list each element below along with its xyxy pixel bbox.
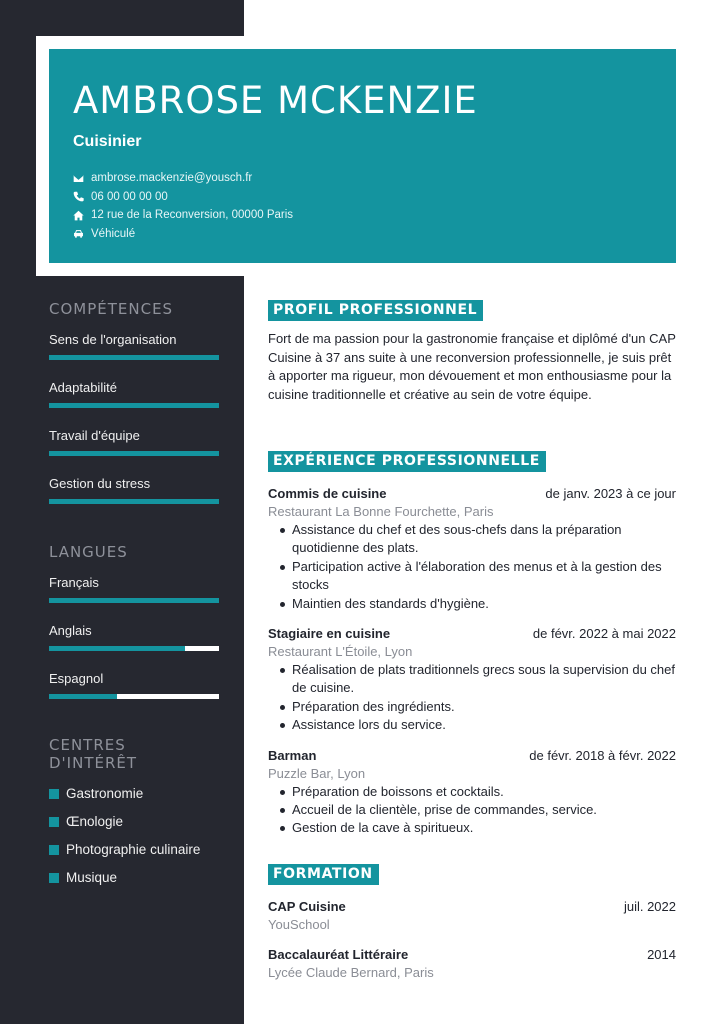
skill-bar-fill [49,403,219,408]
skill-item [49,332,219,360]
skill-item [49,476,219,504]
bullet-item: Gestion de la cave à spiritueux. [280,819,676,837]
contact-phone[interactable] [73,188,652,207]
experience-heading: EXPÉRIENCE PROFESSIONNELLE [268,451,546,472]
interest-label: Gastronomie [66,786,144,801]
bullet-item: Participation active à l'élaboration des menus et à la gestion des stocks [280,558,676,595]
entry-bullets [280,661,676,735]
entry-title: Stagiaire en cuisine [268,626,391,642]
entry-title: Commis de cuisine [268,486,387,501]
skills-heading: COMPÉTENCES [49,300,174,318]
interest-label: Œnologie [66,814,124,829]
phone-icon [73,191,84,202]
language-bar-fill [49,694,117,699]
contact-vehicle-text: Véhiculé [91,227,136,240]
skill-bar [49,499,219,504]
education-entry [268,898,676,934]
entry-bullets [280,783,676,838]
skill-bar [49,403,219,408]
contact-phone-text: 06 00 00 00 00 [91,190,168,203]
interest-item [49,786,219,801]
language-bar-fill [49,646,185,651]
skill-label: Travail d'équipe [49,428,140,443]
experience-entry [268,625,676,735]
entry-place: Puzzle Bar, Lyon [268,765,366,781]
skill-label: Sens de l'organisation [49,332,177,347]
car-icon [73,228,84,239]
interest-item [49,842,219,857]
contact-address [73,206,652,225]
skill-bar-fill [49,499,219,504]
skills-section [49,300,219,504]
skill-label: Gestion du stress [49,476,151,491]
language-bar [49,598,219,603]
languages-section [49,543,219,699]
skill-bar-fill [49,355,219,360]
education-entry [268,946,676,982]
entry-title: CAP Cuisine [268,899,346,914]
home-icon [73,210,84,221]
entry-place: Restaurant La Bonne Fourchette, Paris [268,504,494,519]
skill-item [49,380,219,408]
language-bar [49,694,219,699]
interests-section [49,736,219,885]
bullet-item: Assistance du chef et des sous-chefs dans la préparation quotidienne des plats. [280,521,676,558]
contact-email-text: ambrose.mackenzie@yousch.fr [91,172,253,185]
entry-title: Baccalauréat Littéraire [268,947,409,962]
education-section [268,864,676,982]
entry-title: Barman [268,747,317,763]
skill-bar [49,355,219,360]
entry-place: Restaurant L'Étoile, Lyon [268,644,413,660]
language-item [49,623,219,651]
skill-item [49,428,219,456]
candidate-name: AMBROSE MCKENZIE [73,79,478,122]
language-item [49,671,219,699]
entry-place: Lycée Claude Bernard, Paris [268,965,434,980]
language-bar [49,646,219,651]
bullet-item: Accueil de la clientèle, prise de commandes, service. [280,801,676,819]
skill-bar-fill [49,451,219,456]
interest-item [49,870,219,885]
profile-section [268,300,676,404]
experience-entry [268,485,676,613]
contact-vehicle [73,225,652,244]
entry-date: de janv. 2023 à ce jour [545,486,676,501]
experience-entry [268,747,676,838]
entry-date: de févr. 2022 à mai 2022 [532,626,676,642]
bullet-item: Réalisation de plats traditionnels grecs sous la supervision du chef de cuisine. [280,661,676,698]
square-bullet-icon [49,845,59,855]
interests-heading: CENTRES D'INTÉRÊT [49,736,138,772]
language-label: Espagnol [49,671,104,686]
entry-place: YouSchool [268,917,330,932]
contact-list [73,169,652,243]
experience-section [268,451,676,838]
profile-heading: PROFIL PROFESSIONNEL [268,300,483,321]
square-bullet-icon [49,817,59,827]
bullet-item: Assistance lors du service. [280,716,676,734]
interest-label: Photographie culinaire [66,842,201,857]
skill-bar [49,451,219,456]
bullet-item: Préparation de boissons et cocktails. [280,783,676,801]
language-item [49,575,219,603]
languages-heading: LANGUES [49,543,128,561]
entry-date: juil. 2022 [623,899,676,914]
entry-date: de févr. 2018 à févr. 2022 [529,747,676,763]
entry-date: 2014 [647,947,676,962]
square-bullet-icon [49,789,59,799]
profile-text: Fort de ma passion pour la gastronomie française et diplômé d'un CAP Cuisine à 37 ans suite à une reconversion professionnelle, je suis prêt à apporter ma rigueur, mon dévouement et mon enthousiasme pour la cuisine traditionnelle et créative au sein de votre équipe. [268,331,676,402]
language-bar-fill [49,598,219,603]
interest-item [49,814,219,829]
job-title: Cuisinier [73,133,142,150]
contact-address-text: 12 rue de la Reconversion, 00000 Paris [91,209,294,222]
education-heading: FORMATION [268,864,379,885]
language-label: Anglais [49,623,92,638]
language-label: Français [49,575,99,590]
interest-label: Musique [66,870,118,885]
envelope-icon [73,173,84,184]
skill-label: Adaptabilité [49,380,117,395]
header [49,49,676,263]
square-bullet-icon [49,873,59,883]
contact-email[interactable] [73,169,652,188]
entry-bullets [280,521,676,613]
bullet-item: Préparation des ingrédients. [280,698,676,716]
bullet-item: Maintien des standards d'hygiène. [280,595,676,613]
